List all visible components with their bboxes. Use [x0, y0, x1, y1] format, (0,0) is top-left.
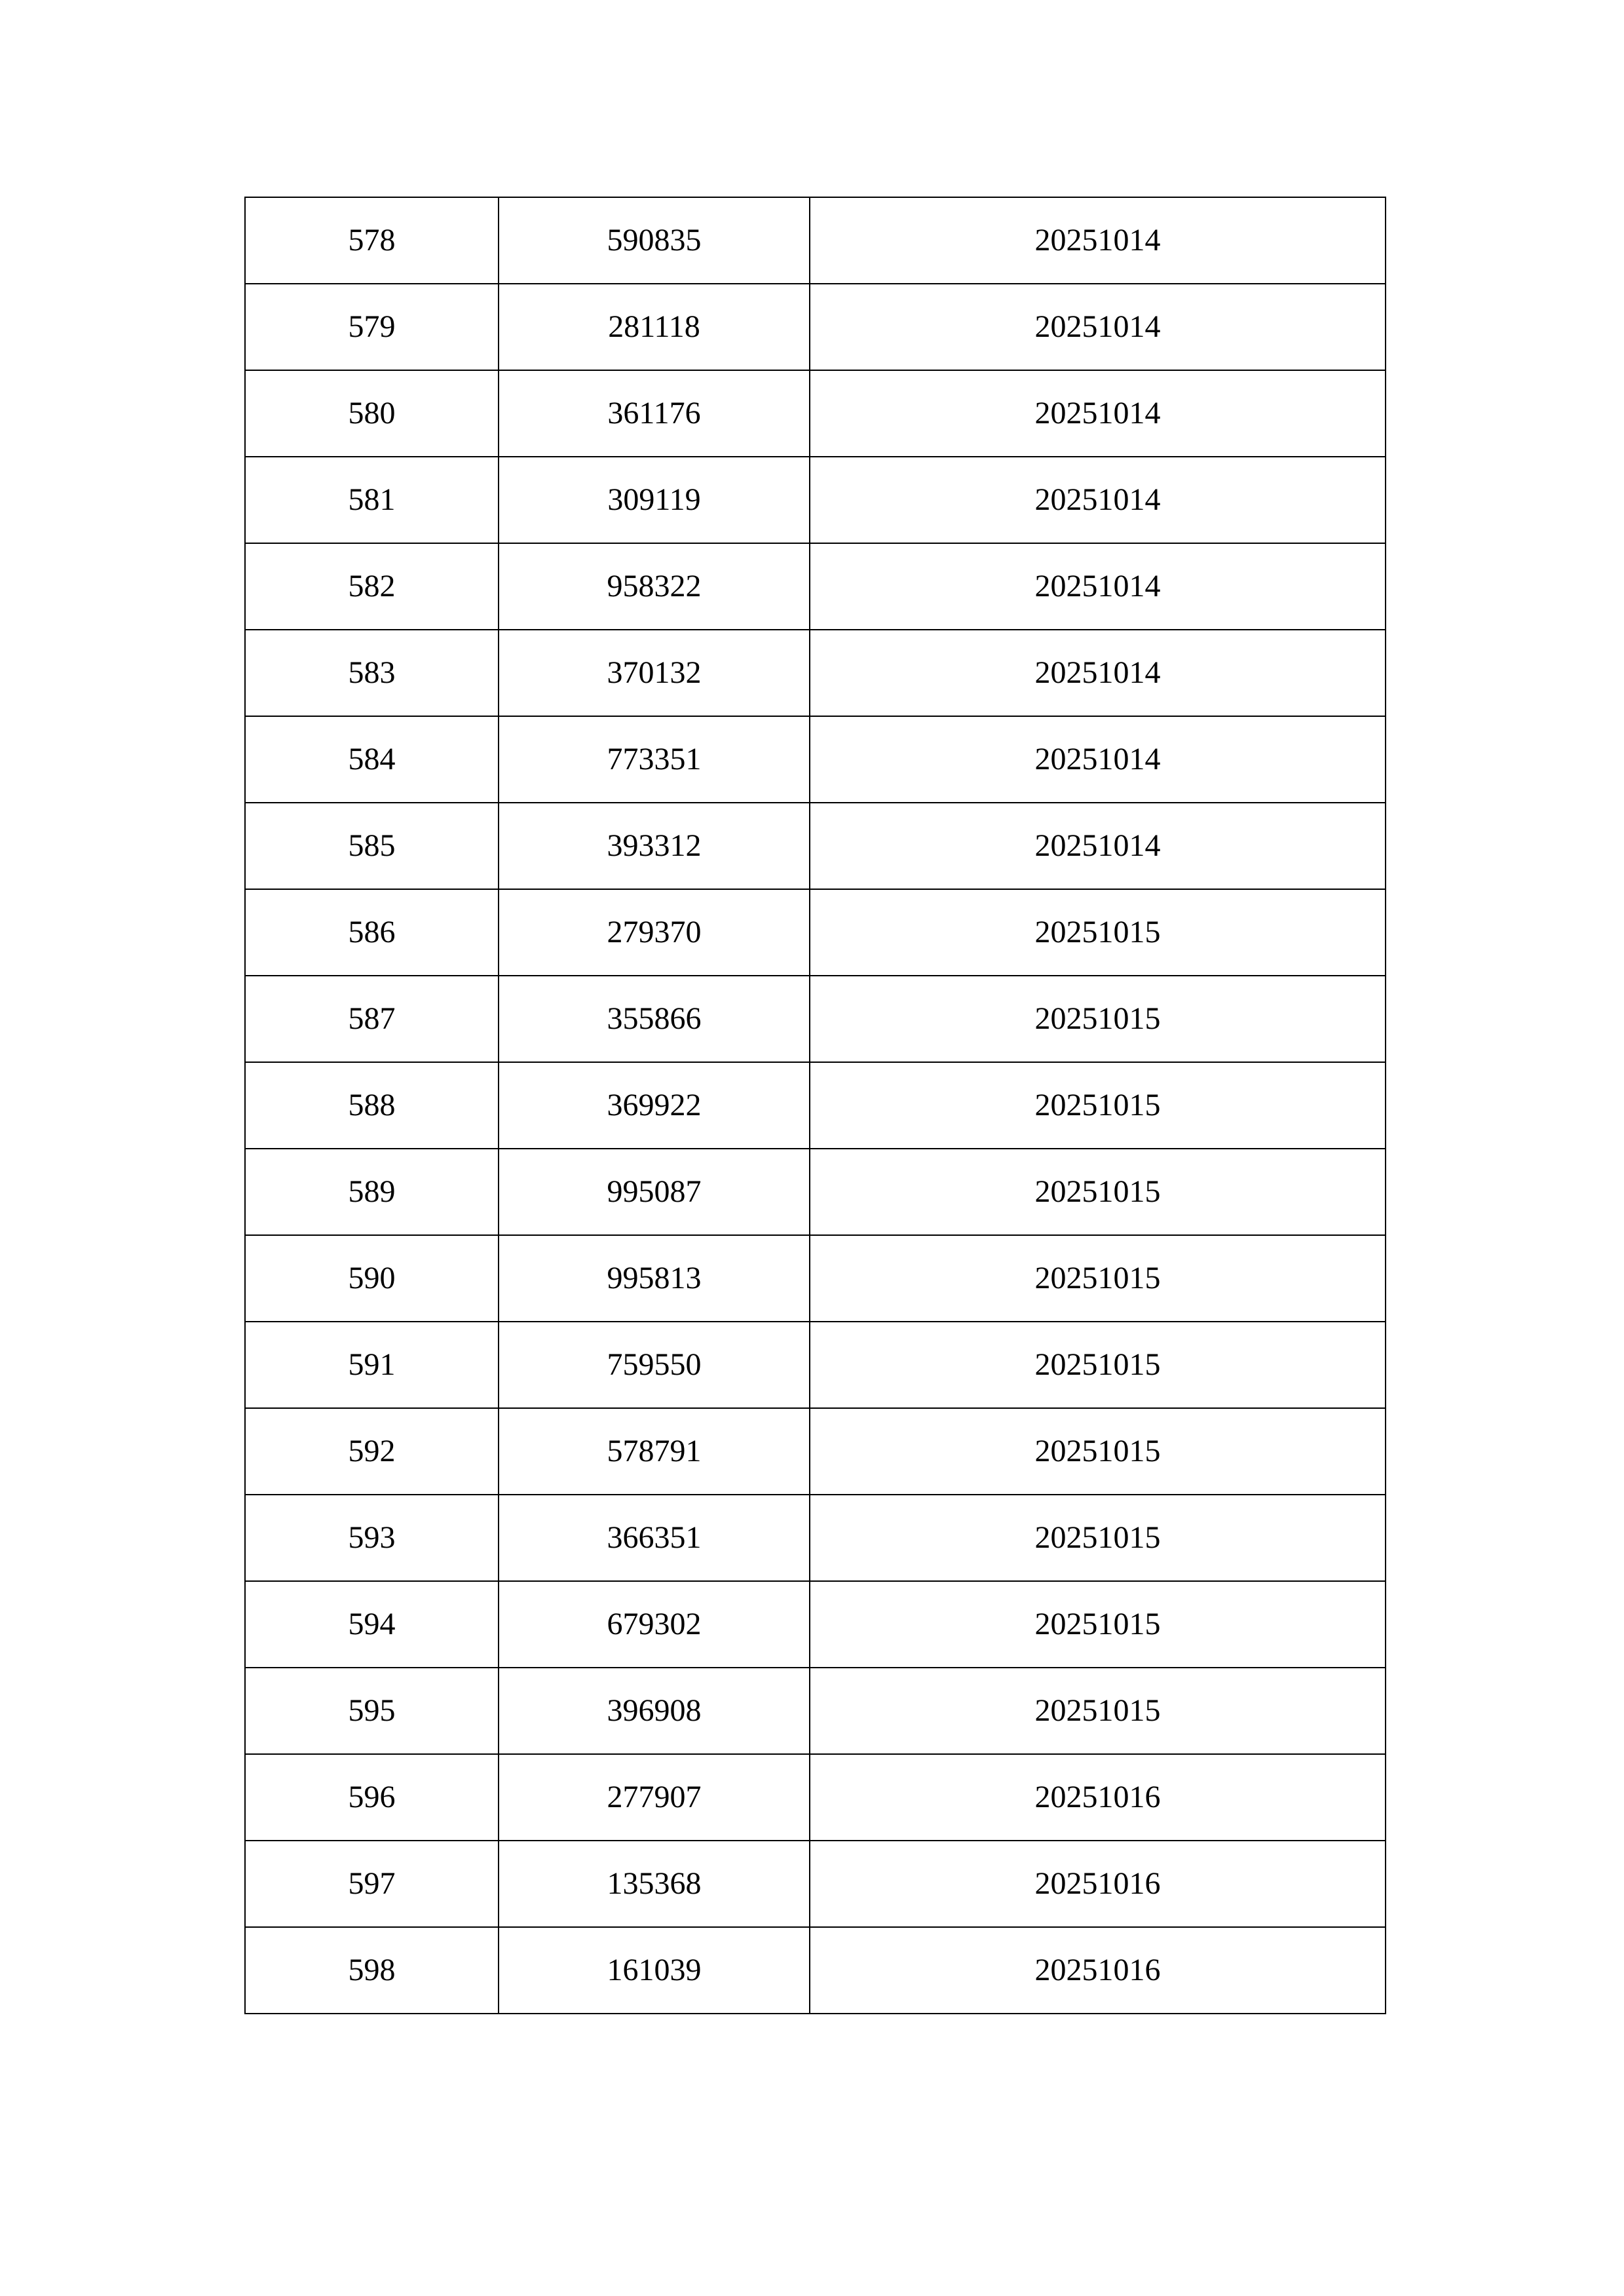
code-cell: 679302 [499, 1581, 810, 1668]
date-cell: 20251015 [810, 1235, 1386, 1322]
table-row [245, 1322, 1386, 1408]
code-cell: 396908 [499, 1668, 810, 1754]
serial-number-cell: 592 [245, 1408, 499, 1495]
serial-number-cell: 594 [245, 1581, 499, 1668]
date-cell: 20251016 [810, 1927, 1386, 2014]
date-cell: 20251015 [810, 1668, 1386, 1754]
serial-number-cell: 598 [245, 1927, 499, 2014]
serial-number-cell: 579 [245, 284, 499, 370]
serial-number-cell: 597 [245, 1841, 499, 1927]
code-cell: 281118 [499, 284, 810, 370]
code-cell: 958322 [499, 543, 810, 630]
serial-number-cell: 585 [245, 803, 499, 889]
code-cell: 309119 [499, 457, 810, 543]
serial-number-cell: 578 [245, 197, 499, 284]
date-cell: 20251014 [810, 630, 1386, 716]
serial-number-cell: 586 [245, 889, 499, 976]
table-row [245, 457, 1386, 543]
serial-number-cell: 582 [245, 543, 499, 630]
serial-number-cell: 584 [245, 716, 499, 803]
table-row [245, 1408, 1386, 1495]
code-cell: 393312 [499, 803, 810, 889]
table-row [245, 1581, 1386, 1668]
code-cell: 369922 [499, 1062, 810, 1149]
code-cell: 279370 [499, 889, 810, 976]
table-row [245, 1841, 1386, 1927]
table-row [245, 716, 1386, 803]
table-row [245, 284, 1386, 370]
code-cell: 995813 [499, 1235, 810, 1322]
date-cell: 20251015 [810, 1322, 1386, 1408]
table-row [245, 803, 1386, 889]
table-row [245, 1927, 1386, 2014]
date-cell: 20251015 [810, 976, 1386, 1062]
table-row [245, 889, 1386, 976]
date-cell: 20251014 [810, 543, 1386, 630]
serial-number-cell: 593 [245, 1495, 499, 1581]
table-row [245, 197, 1386, 284]
code-cell: 773351 [499, 716, 810, 803]
date-cell: 20251015 [810, 889, 1386, 976]
serial-number-cell: 583 [245, 630, 499, 716]
table-row [245, 1668, 1386, 1754]
serial-number-cell: 589 [245, 1149, 499, 1235]
date-cell: 20251015 [810, 1149, 1386, 1235]
date-cell: 20251015 [810, 1581, 1386, 1668]
serial-number-cell: 590 [245, 1235, 499, 1322]
record-table [244, 197, 1386, 2014]
date-cell: 20251014 [810, 197, 1386, 284]
date-cell: 20251015 [810, 1062, 1386, 1149]
code-cell: 161039 [499, 1927, 810, 2014]
code-cell: 135368 [499, 1841, 810, 1927]
date-cell: 20251014 [810, 803, 1386, 889]
table-row [245, 976, 1386, 1062]
code-cell: 370132 [499, 630, 810, 716]
code-cell: 578791 [499, 1408, 810, 1495]
code-cell: 759550 [499, 1322, 810, 1408]
table-body [245, 197, 1386, 2014]
table-row [245, 370, 1386, 457]
date-cell: 20251016 [810, 1754, 1386, 1841]
table-row [245, 1754, 1386, 1841]
serial-number-cell: 580 [245, 370, 499, 457]
serial-number-cell: 581 [245, 457, 499, 543]
table-row [245, 543, 1386, 630]
table-row [245, 1235, 1386, 1322]
table-row [245, 630, 1386, 716]
date-cell: 20251014 [810, 284, 1386, 370]
code-cell: 590835 [499, 197, 810, 284]
code-cell: 366351 [499, 1495, 810, 1581]
date-cell: 20251014 [810, 370, 1386, 457]
code-cell: 355866 [499, 976, 810, 1062]
date-cell: 20251015 [810, 1495, 1386, 1581]
date-cell: 20251014 [810, 716, 1386, 803]
code-cell: 361176 [499, 370, 810, 457]
date-cell: 20251016 [810, 1841, 1386, 1927]
serial-number-cell: 591 [245, 1322, 499, 1408]
table-row [245, 1495, 1386, 1581]
serial-number-cell: 595 [245, 1668, 499, 1754]
table-row [245, 1062, 1386, 1149]
serial-number-cell: 588 [245, 1062, 499, 1149]
table-row [245, 1149, 1386, 1235]
serial-number-cell: 596 [245, 1754, 499, 1841]
code-cell: 277907 [499, 1754, 810, 1841]
serial-number-cell: 587 [245, 976, 499, 1062]
code-cell: 995087 [499, 1149, 810, 1235]
date-cell: 20251015 [810, 1408, 1386, 1495]
date-cell: 20251014 [810, 457, 1386, 543]
